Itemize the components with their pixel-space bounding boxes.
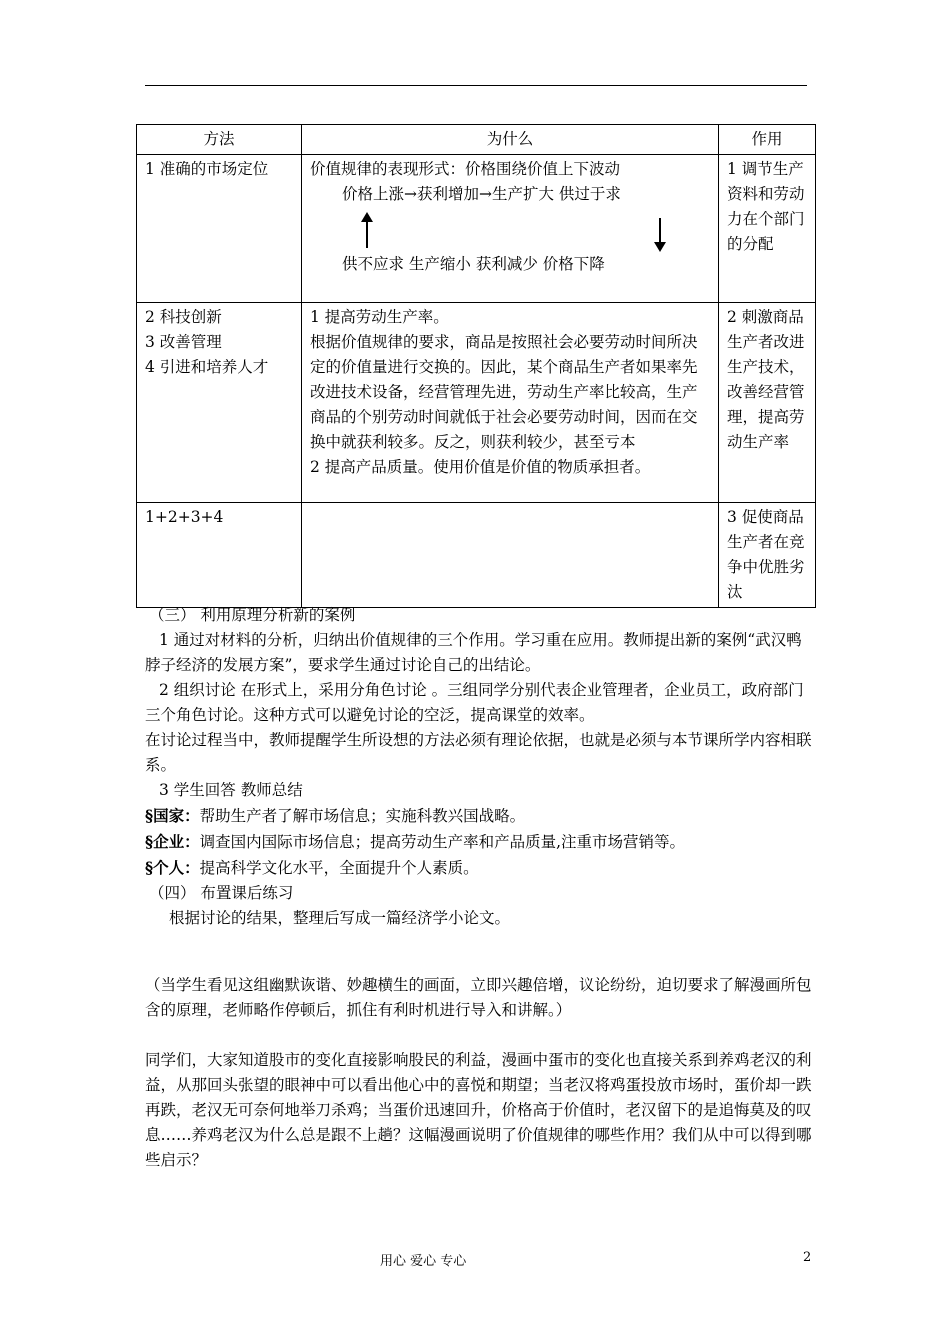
individual-text: 提高科学文化水平，全面提升个人素质。 <box>199 859 479 877</box>
why-paragraph: 1 提高劳动生产率。 <box>310 308 449 326</box>
paragraph: 1 通过对材料的分析，归纳出价值规律的三个作用。学习重在应用。教师提出新的案例“武汉鸭脖子经济的发展方案”，要求学生通过讨论自己的出结论。 <box>145 631 802 674</box>
method-cell <box>137 303 302 503</box>
page-number: 2 <box>803 1250 812 1265</box>
footer-motto: 用心 爱心 专心 <box>380 1254 467 1269</box>
section-heading: （三） 利用原理分析新的案例 <box>149 606 356 624</box>
method-item: 2 科技创新 <box>145 308 222 326</box>
why-paragraph: 根据价值规律的要求，商品是按照社会必要劳动时间所决定的价值量进行交换的。因此，某个商品生产者如果率先改进技术设备，经营管理先进，劳动生产率比较高，生产商品的个别劳动时间就低于社会必要劳动时间，因而在交换中就获利较多。反之，则获利较少，甚至亏本 <box>310 333 698 451</box>
individual-label: §个人： <box>145 858 200 877</box>
section-three <box>145 603 815 931</box>
individual-summary <box>145 855 815 881</box>
price-cycle-diagram <box>310 182 710 282</box>
closing-paragraph: 同学们，大家知道股市的变化直接影响股民的利益，漫画中蛋市的变化也直接关系到养鸡老汉的利益，从那回头张望的眼神中可以看出他心中的喜悦和期望；当老汉将鸡蛋投放市场时，蛋价却一跌再跌，老汉无可奈何地举刀杀鸡；当蛋价迅速回升，价格高于价值时，老汉留下的是追悔莫及的叹息……养鸡老汉为什么总是跟不上趟？这幅漫画说明了价值规律的哪些作用？我们从中可以得到哪些启示？ <box>145 1051 812 1169</box>
arrow-up-icon <box>366 218 368 248</box>
enterprise-label: §企业： <box>145 832 200 851</box>
paragraph: 在讨论过程当中，教师提醒学生所设想的方法必须有理论依据，也就是必须与本节课所学内容相联系。 <box>145 731 812 774</box>
state-text: 帮助生产者了解市场信息；实施科教兴国战略。 <box>199 807 526 825</box>
table-header-row <box>137 125 816 155</box>
paragraph: 2 组织讨论 在形式上，采用分角色讨论 。三组同学分别代表企业管理者，企业员工，政府部门三个角色讨论。这种方式可以避免讨论的空泛，提高课堂的效率。 <box>145 681 804 724</box>
header-rule <box>145 85 807 86</box>
effect-cell: 1 调节生产资料和劳动力在个部门的分配 <box>719 155 816 303</box>
enterprise-summary <box>145 829 815 855</box>
effect-cell: 2 刺激商品生产者改进生产技术，改善经营管理，提高劳动生产率 <box>719 303 816 503</box>
why-cell <box>302 303 719 503</box>
why-cell <box>302 155 719 303</box>
header-why: 为什么 <box>302 125 719 155</box>
paragraph: 根据讨论的结果，整理后写成一篇经济学小论文。 <box>169 909 511 927</box>
header-method: 方法 <box>137 125 302 155</box>
diagram-bottom-line: 供不应求 生产缩小 获利减少 价格下降 <box>342 255 605 273</box>
method-item: 4 引进和培养人才 <box>145 358 269 376</box>
table-row <box>137 303 816 503</box>
why-title: 价值规律的表现形式：价格围绕价值上下波动 <box>310 160 621 178</box>
diagram-top-line: 价格上涨→获利增加→生产扩大 供过于求 <box>342 185 621 203</box>
arrow-down-icon <box>659 218 661 244</box>
header-effect: 作用 <box>719 125 816 155</box>
method-cell: 1 准确的市场定位 <box>137 155 302 303</box>
state-summary <box>145 803 815 829</box>
paragraph: 3 学生回答 教师总结 <box>159 781 303 799</box>
table-row <box>137 155 816 303</box>
effect-cell: 3 促使商品生产者在竞争中优胜劣汰 <box>719 503 816 608</box>
teacher-note: （当学生看见这组幽默诙谐、妙趣横生的画面，立即兴趣倍增，议论纷纷，迫切要求了解漫画所包含的原理，老师略作停顿后，抓住有利时机进行导入和讲解。） <box>145 976 812 1019</box>
enterprise-text: 调查国内国际市场信息；提高劳动生产率和产品质量,注重市场营销等。 <box>199 833 686 851</box>
why-paragraph: 2 提高产品质量。使用价值是价值的物质承担者。 <box>310 458 651 476</box>
state-label: §国家： <box>145 806 200 825</box>
table-row <box>137 503 816 608</box>
methods-table <box>136 124 816 608</box>
method-item: 3 改善管理 <box>145 333 222 351</box>
method-cell: 1+2+3+4 <box>137 503 302 608</box>
section-heading: （四） 布置课后练习 <box>149 884 294 902</box>
why-cell <box>302 503 719 608</box>
